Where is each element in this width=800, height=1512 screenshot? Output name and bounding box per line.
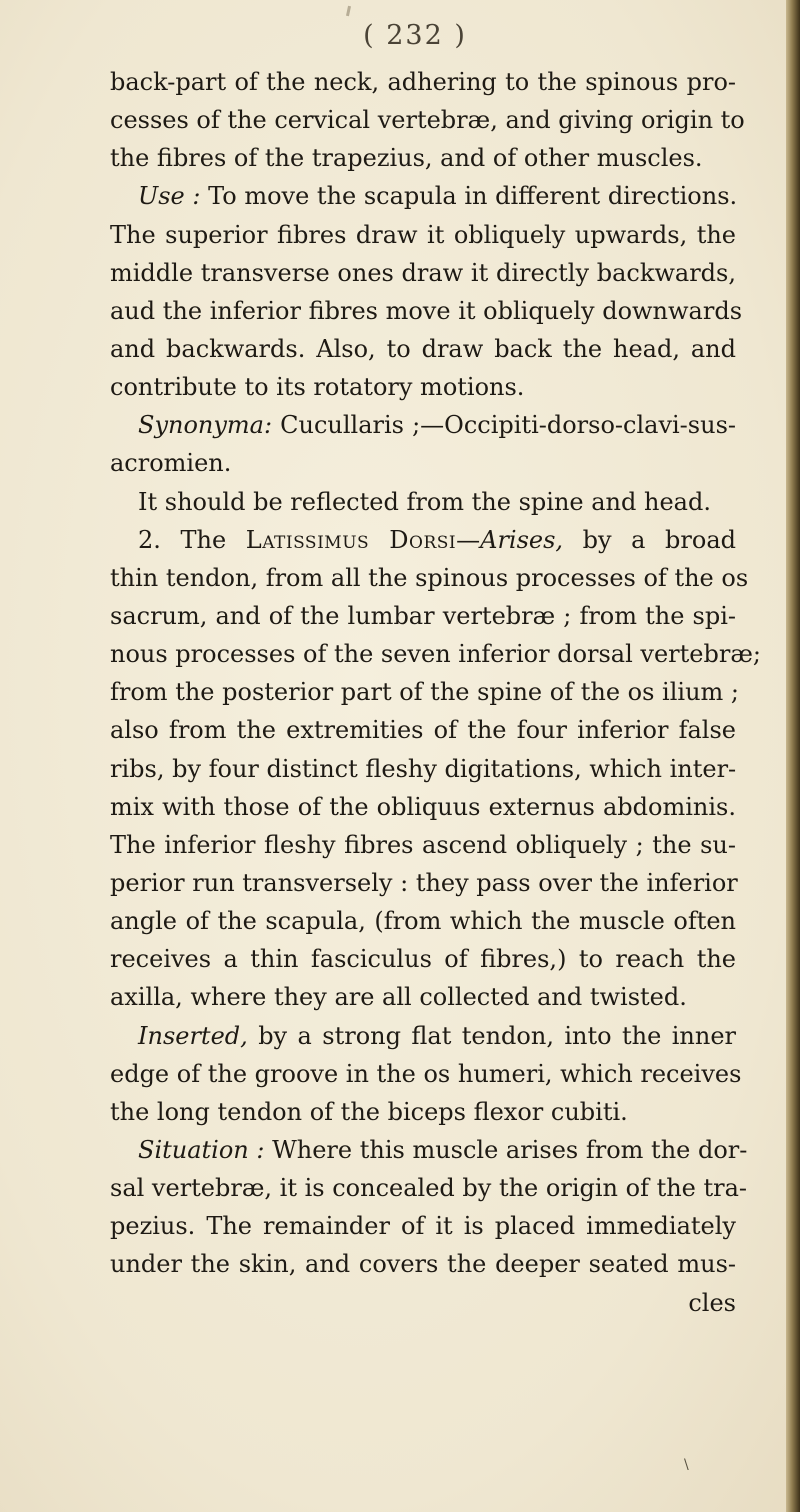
text-line: axilla, where they are all collected and twisted. bbox=[110, 983, 687, 1012]
page-text bbox=[110, 63, 761, 1322]
text-line bbox=[110, 177, 736, 215]
text-line: nous processes of the seven inferior dorsal vertebræ; bbox=[110, 640, 761, 669]
italic-run: Use : bbox=[138, 182, 201, 211]
text-line: The superior fibres draw it obliquely upwards, the bbox=[110, 220, 736, 249]
text-run: 2. The bbox=[138, 525, 246, 554]
text-line: from the posterior part of the spine of the os ilium ; bbox=[110, 678, 740, 707]
text-line: the long tendon of the biceps flexor cubiti. bbox=[110, 1097, 628, 1126]
text-line bbox=[110, 1131, 748, 1169]
italic-run: Situation : bbox=[138, 1135, 265, 1164]
page-number: ( 232 ) bbox=[363, 20, 467, 51]
text-line: middle transverse ones draw it directly backwards, bbox=[110, 258, 736, 287]
text-line bbox=[110, 406, 736, 444]
text-line: The inferior fleshy fibres ascend obliquely ; the su- bbox=[110, 830, 736, 859]
text-line: sal vertebræ, it is concealed by the origin of the tra- bbox=[110, 1174, 748, 1203]
text-run: To move the scapula in different directions. bbox=[200, 182, 738, 211]
text-line: cles bbox=[688, 1288, 736, 1317]
text-run: Where this muscle arises from the dor- bbox=[264, 1135, 748, 1164]
italic-run: Arises, bbox=[480, 525, 564, 554]
text-line: perior run transversely : they pass over the inferior bbox=[110, 868, 738, 897]
ink-speck bbox=[346, 6, 351, 16]
text-line: sacrum, and of the lumbar vertebræ ; from the spi- bbox=[110, 601, 736, 630]
text-line: pezius. The remainder of it is placed immediately bbox=[110, 1212, 736, 1241]
text-line: cesses of the cervical vertebræ, and giving origin to bbox=[110, 106, 745, 135]
text-line: under the skin, and covers the deeper seated mus- bbox=[110, 1250, 736, 1279]
text-line: edge of the groove in the os humeri, which receives bbox=[110, 1059, 742, 1088]
text-line: and backwards. Also, to draw back the head, and bbox=[110, 334, 736, 363]
text-line: contribute to its rotatory motions. bbox=[110, 373, 525, 402]
text-line: mix with those of the obliquus externus abdominis. bbox=[110, 792, 736, 821]
text-run: Cucullaris ;—Occipiti-dorso-clavi-sus- bbox=[272, 411, 736, 440]
text-line: ribs, by four distinct fleshy digitations, which inter- bbox=[110, 754, 737, 783]
text-line: also from the extremities of the four inferior false bbox=[110, 716, 736, 745]
text-line: back-part of the neck, adhering to the spinous pro- bbox=[110, 68, 736, 96]
text-run: by a strong flat tendon, into the inner bbox=[247, 1021, 736, 1050]
text-line: the fibres of the trapezius, and of other muscles. bbox=[110, 144, 703, 173]
text-line: It should be reflected from the spine and head. bbox=[138, 487, 711, 516]
text-run: by a broad bbox=[563, 525, 737, 554]
text-line bbox=[110, 1017, 736, 1055]
text-line bbox=[110, 521, 736, 559]
text-line: angle of the scapula, (from which the muscle often bbox=[110, 907, 736, 936]
page-number-header bbox=[0, 20, 800, 51]
small-caps-run: Latissimus Dorsi bbox=[245, 525, 457, 554]
text-run: — bbox=[456, 525, 481, 554]
text-line: thin tendon, from all the spinous processes of the os bbox=[110, 563, 749, 592]
text-line: receives a thin fasciculus of fibres,) to reach the bbox=[110, 945, 736, 974]
signature-mark: \ bbox=[684, 1457, 689, 1473]
text-line: acromien. bbox=[110, 449, 232, 478]
italic-run: Inserted, bbox=[138, 1021, 248, 1050]
page-edge-shadow bbox=[786, 0, 800, 1512]
text-line: aud the inferior fibres move it obliquely downwards bbox=[110, 296, 743, 325]
italic-run: Synonyma: bbox=[138, 411, 273, 440]
